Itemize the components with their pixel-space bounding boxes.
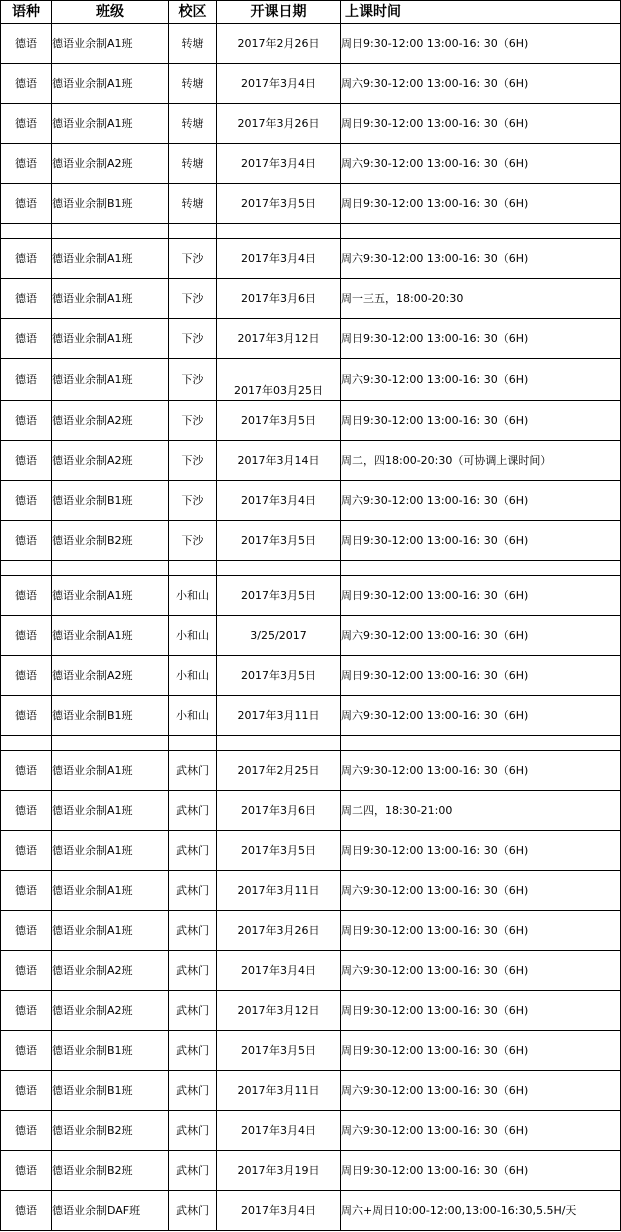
table-body xyxy=(1,24,621,1231)
table-row xyxy=(1,64,621,104)
language-cell: 德语 xyxy=(1,184,52,224)
campus-cell: 武林门 xyxy=(169,871,217,911)
schedule-cell: 周六+周日10:00-12:00,13:00-16:30,5.5H/天 xyxy=(341,1191,621,1231)
start-date-cell: 2017年3月26日 xyxy=(217,911,341,951)
campus-cell: 下沙 xyxy=(169,359,217,401)
empty-cell xyxy=(169,561,217,576)
language-cell: 德语 xyxy=(1,831,52,871)
campus-cell: 转塘 xyxy=(169,64,217,104)
class-cell: 德语业余制A2班 xyxy=(52,951,169,991)
language-cell: 德语 xyxy=(1,656,52,696)
empty-cell xyxy=(1,561,52,576)
language-cell: 德语 xyxy=(1,696,52,736)
schedule-cell: 周日9:30-12:00 13:00-16: 30（6H) xyxy=(341,656,621,696)
start-date-cell: 2017年3月26日 xyxy=(217,104,341,144)
table-row xyxy=(1,441,621,481)
language-cell: 德语 xyxy=(1,441,52,481)
language-cell: 德语 xyxy=(1,951,52,991)
start-date-cell: 2017年3月12日 xyxy=(217,991,341,1031)
campus-cell: 武林门 xyxy=(169,1071,217,1111)
table-row xyxy=(1,184,621,224)
empty-cell xyxy=(217,736,341,751)
class-cell: 德语业余制A2班 xyxy=(52,991,169,1031)
campus-cell: 转塘 xyxy=(169,104,217,144)
start-date-cell: 2017年3月19日 xyxy=(217,1151,341,1191)
language-cell: 德语 xyxy=(1,616,52,656)
table-row xyxy=(1,401,621,441)
schedule-cell: 周二，四18:00-20:30（可协调上课时间） xyxy=(341,441,621,481)
language-cell: 德语 xyxy=(1,319,52,359)
language-cell: 德语 xyxy=(1,144,52,184)
class-cell: 德语业余制DAF班 xyxy=(52,1191,169,1231)
start-date-cell: 2017年3月5日 xyxy=(217,656,341,696)
empty-cell xyxy=(52,561,169,576)
empty-cell xyxy=(169,736,217,751)
start-date-cell: 2017年3月11日 xyxy=(217,1071,341,1111)
class-cell: 德语业余制A1班 xyxy=(52,911,169,951)
start-date-cell: 2017年3月5日 xyxy=(217,521,341,561)
table-row xyxy=(1,319,621,359)
empty-cell xyxy=(341,224,621,239)
schedule-cell: 周日9:30-12:00 13:00-16: 30（6H) xyxy=(341,911,621,951)
schedule-cell: 周日9:30-12:00 13:00-16: 30（6H) xyxy=(341,576,621,616)
campus-cell: 小和山 xyxy=(169,656,217,696)
language-cell: 德语 xyxy=(1,871,52,911)
campus-cell: 武林门 xyxy=(169,751,217,791)
empty-cell xyxy=(341,561,621,576)
empty-cell xyxy=(1,736,52,751)
class-cell: 德语业余制A1班 xyxy=(52,831,169,871)
campus-cell: 转塘 xyxy=(169,184,217,224)
header-campus: 校区 xyxy=(169,1,217,24)
table-row xyxy=(1,1191,621,1231)
class-cell: 德语业余制A1班 xyxy=(52,319,169,359)
schedule-cell: 周六9:30-12:00 13:00-16: 30（6H) xyxy=(341,359,621,401)
class-cell: 德语业余制A1班 xyxy=(52,791,169,831)
table-row xyxy=(1,359,621,401)
campus-cell: 转塘 xyxy=(169,144,217,184)
class-cell: 德语业余制B2班 xyxy=(52,521,169,561)
table-row xyxy=(1,951,621,991)
class-cell: 德语业余制B1班 xyxy=(52,481,169,521)
campus-cell: 武林门 xyxy=(169,831,217,871)
language-cell: 德语 xyxy=(1,911,52,951)
language-cell: 德语 xyxy=(1,64,52,104)
schedule-cell: 周日9:30-12:00 13:00-16: 30（6H) xyxy=(341,24,621,64)
class-cell: 德语业余制A1班 xyxy=(52,616,169,656)
start-date-cell: 2017年3月5日 xyxy=(217,831,341,871)
schedule-cell: 周六9:30-12:00 13:00-16: 30（6H) xyxy=(341,751,621,791)
schedule-cell: 周六9:30-12:00 13:00-16: 30（6H) xyxy=(341,1071,621,1111)
empty-cell xyxy=(1,224,52,239)
table-row xyxy=(1,144,621,184)
start-date-cell: 2017年3月4日 xyxy=(217,1191,341,1231)
table-row xyxy=(1,616,621,656)
start-date-cell: 2017年2月25日 xyxy=(217,751,341,791)
class-cell: 德语业余制A1班 xyxy=(52,239,169,279)
header-language: 语种 xyxy=(1,1,52,24)
schedule-cell: 周日9:30-12:00 13:00-16: 30（6H) xyxy=(341,991,621,1031)
start-date-cell: 2017年3月4日 xyxy=(217,481,341,521)
class-cell: 德语业余制A1班 xyxy=(52,359,169,401)
schedule-cell: 周日9:30-12:00 13:00-16: 30（6H) xyxy=(341,401,621,441)
campus-cell: 武林门 xyxy=(169,911,217,951)
class-cell: 德语业余制B2班 xyxy=(52,1111,169,1151)
schedule-cell: 周日9:30-12:00 13:00-16: 30（6H) xyxy=(341,184,621,224)
start-date-cell: 2017年3月12日 xyxy=(217,319,341,359)
table-row xyxy=(1,991,621,1031)
language-cell: 德语 xyxy=(1,751,52,791)
header-class: 班级 xyxy=(52,1,169,24)
campus-cell: 下沙 xyxy=(169,481,217,521)
schedule-cell: 周六9:30-12:00 13:00-16: 30（6H) xyxy=(341,481,621,521)
language-cell: 德语 xyxy=(1,1071,52,1111)
class-cell: 德语业余制A1班 xyxy=(52,24,169,64)
table-row xyxy=(1,871,621,911)
campus-cell: 武林门 xyxy=(169,1191,217,1231)
table-row xyxy=(1,911,621,951)
language-cell: 德语 xyxy=(1,1151,52,1191)
campus-cell: 小和山 xyxy=(169,696,217,736)
class-cell: 德语业余制B1班 xyxy=(52,184,169,224)
campus-cell: 武林门 xyxy=(169,1111,217,1151)
campus-cell: 武林门 xyxy=(169,991,217,1031)
start-date-cell: 2017年3月11日 xyxy=(217,871,341,911)
language-cell: 德语 xyxy=(1,791,52,831)
table-row xyxy=(1,576,621,616)
start-date-cell: 2017年2月26日 xyxy=(217,24,341,64)
table-row xyxy=(1,279,621,319)
schedule-cell: 周日9:30-12:00 13:00-16: 30（6H) xyxy=(341,1031,621,1071)
language-cell: 德语 xyxy=(1,991,52,1031)
campus-cell: 下沙 xyxy=(169,319,217,359)
campus-cell: 武林门 xyxy=(169,791,217,831)
class-cell: 德语业余制A1班 xyxy=(52,104,169,144)
table-row xyxy=(1,1151,621,1191)
empty-cell xyxy=(341,736,621,751)
schedule-cell: 周日9:30-12:00 13:00-16: 30（6H) xyxy=(341,1151,621,1191)
language-cell: 德语 xyxy=(1,576,52,616)
schedule-cell: 周日9:30-12:00 13:00-16: 30（6H) xyxy=(341,521,621,561)
table-row xyxy=(1,696,621,736)
empty-cell xyxy=(169,224,217,239)
schedule-cell: 周六9:30-12:00 13:00-16: 30（6H) xyxy=(341,64,621,104)
language-cell: 德语 xyxy=(1,239,52,279)
start-date-cell: 2017年3月11日 xyxy=(217,696,341,736)
table-row xyxy=(1,791,621,831)
language-cell: 德语 xyxy=(1,359,52,401)
table-row xyxy=(1,481,621,521)
class-cell: 德语业余制B1班 xyxy=(52,1031,169,1071)
table-row xyxy=(1,1071,621,1111)
spacer-row xyxy=(1,224,621,239)
schedule-cell: 周六9:30-12:00 13:00-16: 30（6H) xyxy=(341,951,621,991)
empty-cell xyxy=(52,224,169,239)
schedule-cell: 周日9:30-12:00 13:00-16: 30（6H) xyxy=(341,831,621,871)
start-date-cell: 2017年3月5日 xyxy=(217,576,341,616)
header-start-date: 开课日期 xyxy=(217,1,341,24)
start-date-cell: 2017年3月4日 xyxy=(217,1111,341,1151)
table-row xyxy=(1,521,621,561)
language-cell: 德语 xyxy=(1,104,52,144)
language-cell: 德语 xyxy=(1,279,52,319)
class-cell: 德语业余制B2班 xyxy=(52,1151,169,1191)
spacer-row xyxy=(1,561,621,576)
class-cell: 德语业余制A2班 xyxy=(52,144,169,184)
language-cell: 德语 xyxy=(1,401,52,441)
schedule-cell: 周二四，18:30-21:00 xyxy=(341,791,621,831)
language-cell: 德语 xyxy=(1,481,52,521)
campus-cell: 转塘 xyxy=(169,24,217,64)
class-cell: 德语业余制A2班 xyxy=(52,656,169,696)
start-date-cell: 2017年3月4日 xyxy=(217,64,341,104)
campus-cell: 武林门 xyxy=(169,951,217,991)
class-cell: 德语业余制B1班 xyxy=(52,1071,169,1111)
empty-cell xyxy=(52,736,169,751)
spacer-row xyxy=(1,736,621,751)
start-date-cell: 2017年3月6日 xyxy=(217,791,341,831)
empty-cell xyxy=(217,561,341,576)
campus-cell: 下沙 xyxy=(169,279,217,319)
schedule-cell: 周六9:30-12:00 13:00-16: 30（6H) xyxy=(341,239,621,279)
language-cell: 德语 xyxy=(1,1031,52,1071)
empty-cell xyxy=(217,224,341,239)
schedule-cell: 周六9:30-12:00 13:00-16: 30（6H) xyxy=(341,696,621,736)
campus-cell: 武林门 xyxy=(169,1031,217,1071)
schedule-cell: 周六9:30-12:00 13:00-16: 30（6H) xyxy=(341,144,621,184)
class-cell: 德语业余制A1班 xyxy=(52,871,169,911)
start-date-cell: 2017年3月5日 xyxy=(217,184,341,224)
schedule-cell: 周日9:30-12:00 13:00-16: 30（6H) xyxy=(341,319,621,359)
campus-cell: 下沙 xyxy=(169,401,217,441)
language-cell: 德语 xyxy=(1,1191,52,1231)
start-date-cell: 2017年3月14日 xyxy=(217,441,341,481)
table-row xyxy=(1,104,621,144)
schedule-cell: 周六9:30-12:00 13:00-16: 30（6H) xyxy=(341,871,621,911)
campus-cell: 下沙 xyxy=(169,441,217,481)
start-date-cell: 2017年3月5日 xyxy=(217,401,341,441)
table-row xyxy=(1,24,621,64)
table-row xyxy=(1,656,621,696)
start-date-cell: 2017年3月6日 xyxy=(217,279,341,319)
language-cell: 德语 xyxy=(1,24,52,64)
class-cell: 德语业余制A1班 xyxy=(52,576,169,616)
start-date-cell: 2017年3月5日 xyxy=(217,1031,341,1071)
header-schedule: 上课时间 xyxy=(341,1,621,24)
start-date-cell: 2017年3月4日 xyxy=(217,951,341,991)
campus-cell: 小和山 xyxy=(169,576,217,616)
language-cell: 德语 xyxy=(1,1111,52,1151)
schedule-cell: 周六9:30-12:00 13:00-16: 30（6H) xyxy=(341,1111,621,1151)
start-date-cell: 2017年03月25日 xyxy=(217,359,341,401)
language-cell: 德语 xyxy=(1,521,52,561)
campus-cell: 武林门 xyxy=(169,1151,217,1191)
class-cell: 德语业余制A1班 xyxy=(52,751,169,791)
table-row xyxy=(1,831,621,871)
table-row xyxy=(1,239,621,279)
header-row xyxy=(1,1,621,24)
schedule-cell: 周六9:30-12:00 13:00-16: 30（6H) xyxy=(341,616,621,656)
class-cell: 德语业余制A1班 xyxy=(52,279,169,319)
class-cell: 德语业余制A2班 xyxy=(52,401,169,441)
table-row xyxy=(1,1031,621,1071)
class-cell: 德语业余制A2班 xyxy=(52,441,169,481)
campus-cell: 小和山 xyxy=(169,616,217,656)
start-date-cell: 2017年3月4日 xyxy=(217,144,341,184)
schedule-cell: 周日9:30-12:00 13:00-16: 30（6H) xyxy=(341,104,621,144)
class-cell: 德语业余制B1班 xyxy=(52,696,169,736)
schedule-cell: 周一三五，18:00-20:30 xyxy=(341,279,621,319)
table-row xyxy=(1,751,621,791)
start-date-cell: 3/25/2017 xyxy=(217,616,341,656)
start-date-cell: 2017年3月4日 xyxy=(217,239,341,279)
table-row xyxy=(1,1111,621,1151)
campus-cell: 下沙 xyxy=(169,239,217,279)
campus-cell: 下沙 xyxy=(169,521,217,561)
class-cell: 德语业余制A1班 xyxy=(52,64,169,104)
